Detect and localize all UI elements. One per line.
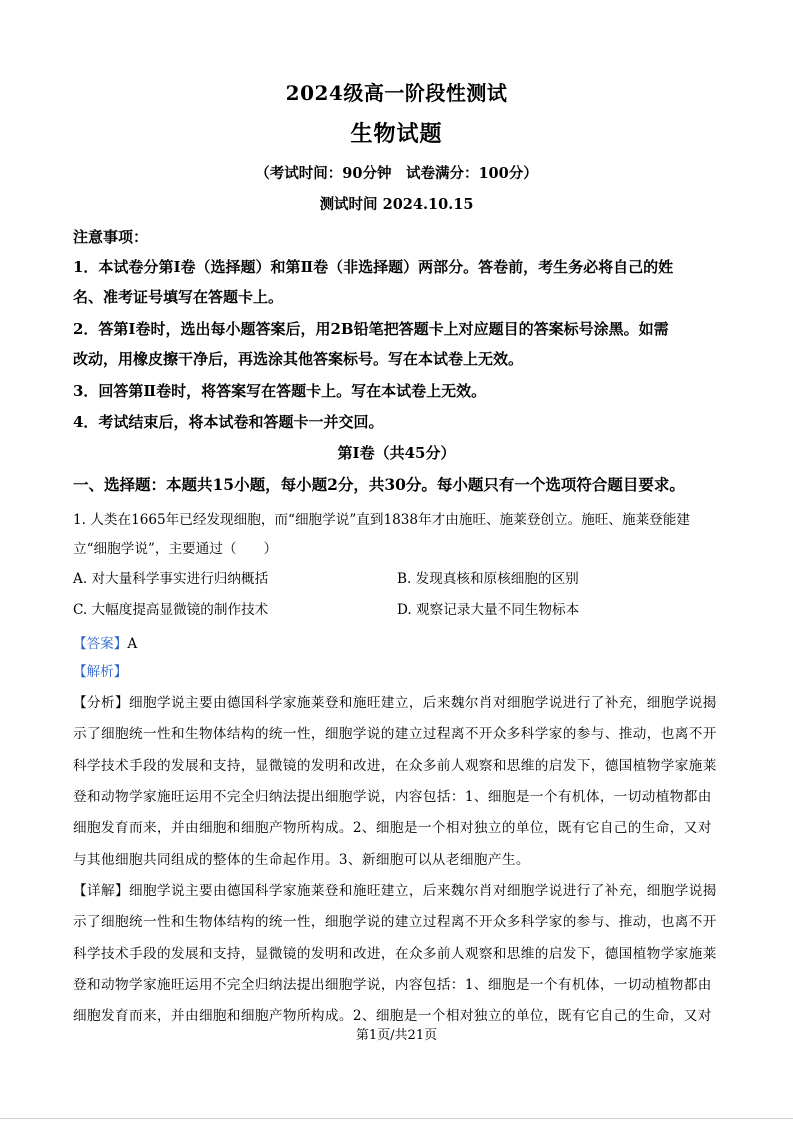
answer-label: 【答案】 [73,636,128,652]
detail-line: 登和动物学家施旺运用不完全归纳法提出细胞学说，内容包括：1、细胞是一个有机体，一切动植物都由 [73,977,712,993]
answer-line [73,632,137,652]
note-line: 改动，用橡皮擦干净后，再选涂其他答案标号。写在本试卷上无效。 [73,350,524,368]
answer-value: A [127,636,138,652]
exam-info: （考试时间：90分钟 试卷满分：100分） [255,165,538,182]
option-a: A. 对大量科学事实进行归纳概括 [73,571,269,587]
option-d: D. 观察记录大量不同生物标本 [397,602,580,618]
detail-line: 细胞发育而来，并由细胞和细胞产物所构成。2、细胞是一个相对独立的单位，既有它自己的生命，又对 [73,1008,712,1024]
page-number: 第1页/共21页 [355,1028,438,1043]
page-edge-divider [0,1118,793,1119]
detail-text: 细胞学说主要由德国科学家施莱登和施旺建立，后来魏尔肖对细胞学说进行了补充，细胞学说揭 [128,883,717,899]
analysis-line: 科学技术手段的发展和支持，显微镜的发明和改进，在众多前人观察和思维的启发下，德国植物学家施莱 [73,758,717,774]
question-stem: 1. 人类在1665年已经发现细胞，而“细胞学说”直到1838年才由施旺、施莱登创立。施旺、施莱登能建 [73,512,690,528]
section-instruction: 一、选择题：本题共15小题，每小题2分，共30分。每小题只有一个选项符合题目要求。 [73,475,685,494]
notes-heading: 注意事项： [73,228,149,246]
analysis-line: 登和动物学家施旺运用不完全归纳法提出细胞学说，内容包括：1、细胞是一个有机体，一切动植物都由 [73,789,712,805]
analysis-line: 示了细胞统一性和生物体结构的统一性，细胞学说的建立过程离不开众多科学家的参与、推动，也离不开 [73,726,717,742]
option-b: B. 发现真核和原核细胞的区别 [397,571,579,587]
question-stem: 立“细胞学说”，主要通过（ ） [73,541,278,557]
exam-title: 2024级高一阶段性测试 [285,81,508,105]
analysis-line: 与其他细胞共同组成的整体的生命起作用。3、新细胞可以从老细胞产生。 [73,852,530,868]
note-line: 1．本试卷分第Ⅰ卷（选择题）和第Ⅱ卷（非选择题）两部分。答卷前，考生务必将自己的姓 [73,258,674,276]
detail-line [73,879,717,899]
analysis-label: 【解析】 [73,664,128,680]
xiangjie-label: 【详解】 [73,883,129,899]
fenxi-label: 【分析】 [73,695,129,711]
note-line: 4．考试结束后，将本试卷和答题卡一并交回。 [73,413,384,431]
detail-line: 科学技术手段的发展和支持，显微镜的发明和改进，在众多前人观察和思维的启发下，德国植物学家施莱 [73,946,717,962]
note-line: 名、准考证号填写在答题卡上。 [73,288,284,306]
note-line: 2．答第Ⅰ卷时，选出每小题答案后，用2B铅笔把答题卡上对应题目的答案标号涂黑。如需 [73,320,669,338]
analysis-line: 细胞发育而来，并由细胞和细胞产物所构成。2、细胞是一个相对独立的单位，既有它自己的生命，又对 [73,820,712,836]
subject-title: 生物试题 [350,121,443,147]
option-c: C. 大幅度提高显微镜的制作技术 [73,602,269,618]
analysis-text: 细胞学说主要由德国科学家施莱登和施旺建立，后来魏尔肖对细胞学说进行了补充，细胞学说揭 [128,695,717,711]
note-line: 3．回答第Ⅱ卷时，将答案写在答题卡上。写在本试卷上无效。 [73,382,487,400]
test-date: 测试时间 2024.10.15 [319,196,474,213]
analysis-line [73,691,717,711]
section-title: 第Ⅰ卷（共45分） [337,444,456,462]
detail-line: 示了细胞统一性和生物体结构的统一性，细胞学说的建立过程离不开众多科学家的参与、推动，也离不开 [73,914,717,930]
